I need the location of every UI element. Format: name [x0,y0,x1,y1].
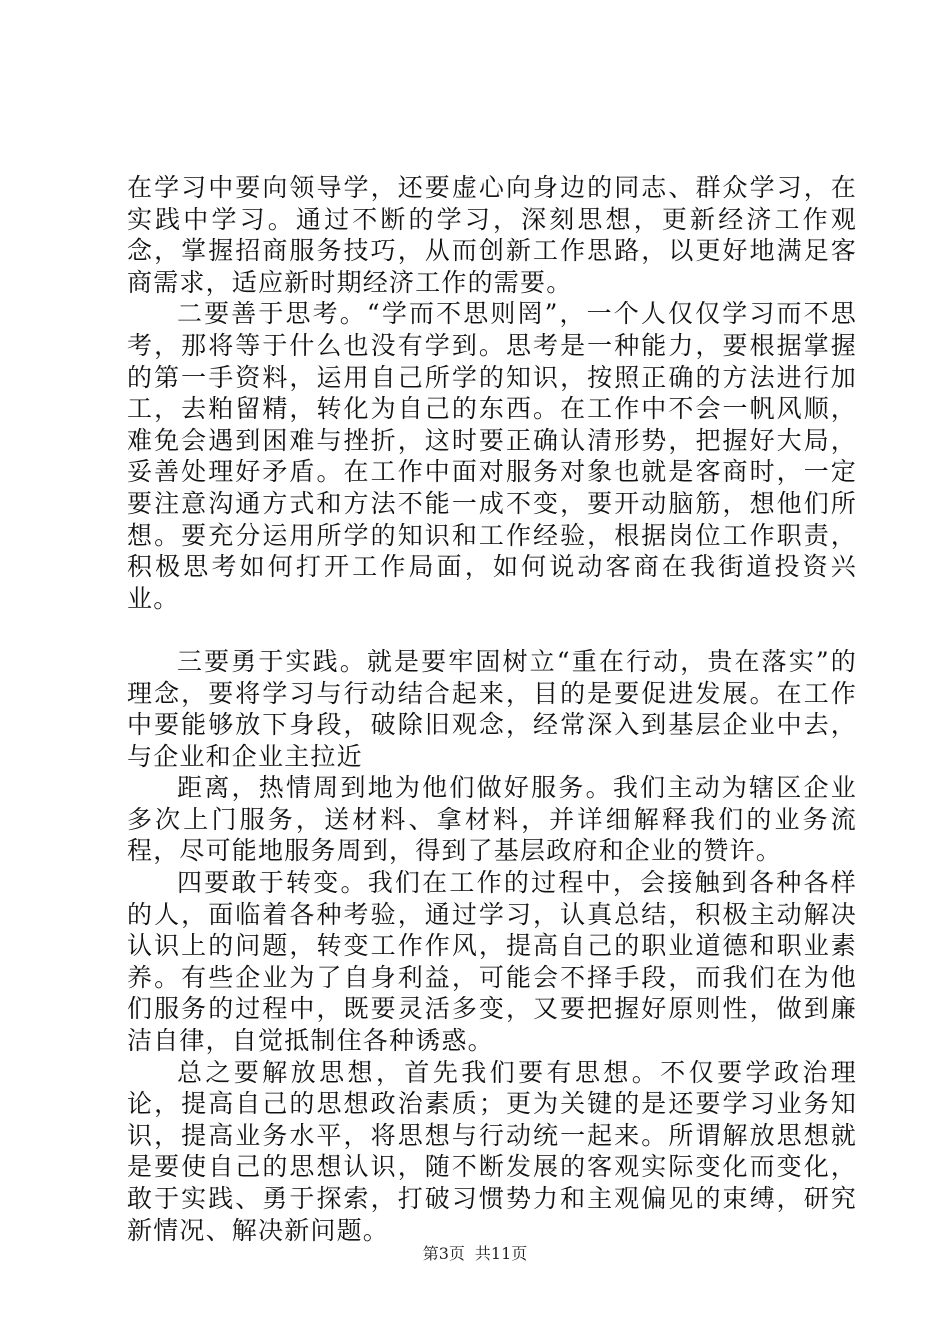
document-body [127,172,857,1246]
paragraph-thinking: 二要善于思考。“学而不思则罔”，一个人仅仅学习而不思考，那将等于什么也没有学到。思考是一种能力，要根据掌握的第一手资料，运用自己所学的知识，按照正确的方法进行加工，去粕留精，转化为自己的东西。在工作中不会一帆风顺，难免会遇到困难与挫折，这时要正确认清形势，把握好大局，妥善处理好矛盾。在工作中面对服务对象也就是客商时，一定要注意沟通方式和方法不能一成不变，要开动脑筋，想他们所想。要充分运用所学的知识和工作经验，根据岗位工作职责，积极思考如何打开工作局面，如何说动客商在我街道投资兴业。 [127,299,857,613]
paragraph-conclusion: 总之要解放思想，首先我们要有思想。不仅要学政治理论，提高自己的思想政治素质；更为关键的是还要学习业务知识，提高业务水平，将思想与行动统一起来。所谓解放思想就是要使自己的思想认识，随不断发展的客观实际变化而变化，敢于实践、勇于探索，打破习惯势力和主观偏见的束缚，研究新情况、解决新问题。 [127,1057,857,1245]
paragraph-practice: 三要勇于实践。就是要牢固树立“重在行动，贵在落实”的理念，要将学习与行动结合起来，目的是要促进发展。在工作中要能够放下身段，破除旧观念，经常深入到基层企业中去，与企业和企业主拉近 [127,646,857,771]
page-footer [0,1244,950,1264]
paragraph-learning-continued: 在学习中要向领导学，还要虚心向身边的同志、群众学习，在实践中学习。通过不断的学习，深刻思想，更新经济工作观念，掌握招商服务技巧，从而创新工作思路，以更好地满足客商需求，适应新时期经济工作的需要。 [127,173,857,297]
page-number: 第3页 [422,1244,465,1263]
paragraph-change: 四要敢于转变。我们在工作的过程中，会接触到各种各样的人，面临着各种考验，通过学习，认真总结，积极主动解决认识上的问题，转变工作作风，提高自己的职业道德和职业素养。有些企业为了自身利益，可能会不择手段，而我们在为他们服务的过程中，既要灵活多变，又要把握好原则性，做到廉洁自律，自觉抵制住各种诱惑。 [127,868,857,1056]
page-total: 共11页 [474,1244,528,1263]
paragraph-practice-continued: 距离，热情周到地为他们做好服务。我们主动为辖区企业多次上门服务，送材料、拿材料，并详细解释我们的业务流程，尽可能地服务周到，得到了基层政府和企业的赞许。 [127,773,857,866]
